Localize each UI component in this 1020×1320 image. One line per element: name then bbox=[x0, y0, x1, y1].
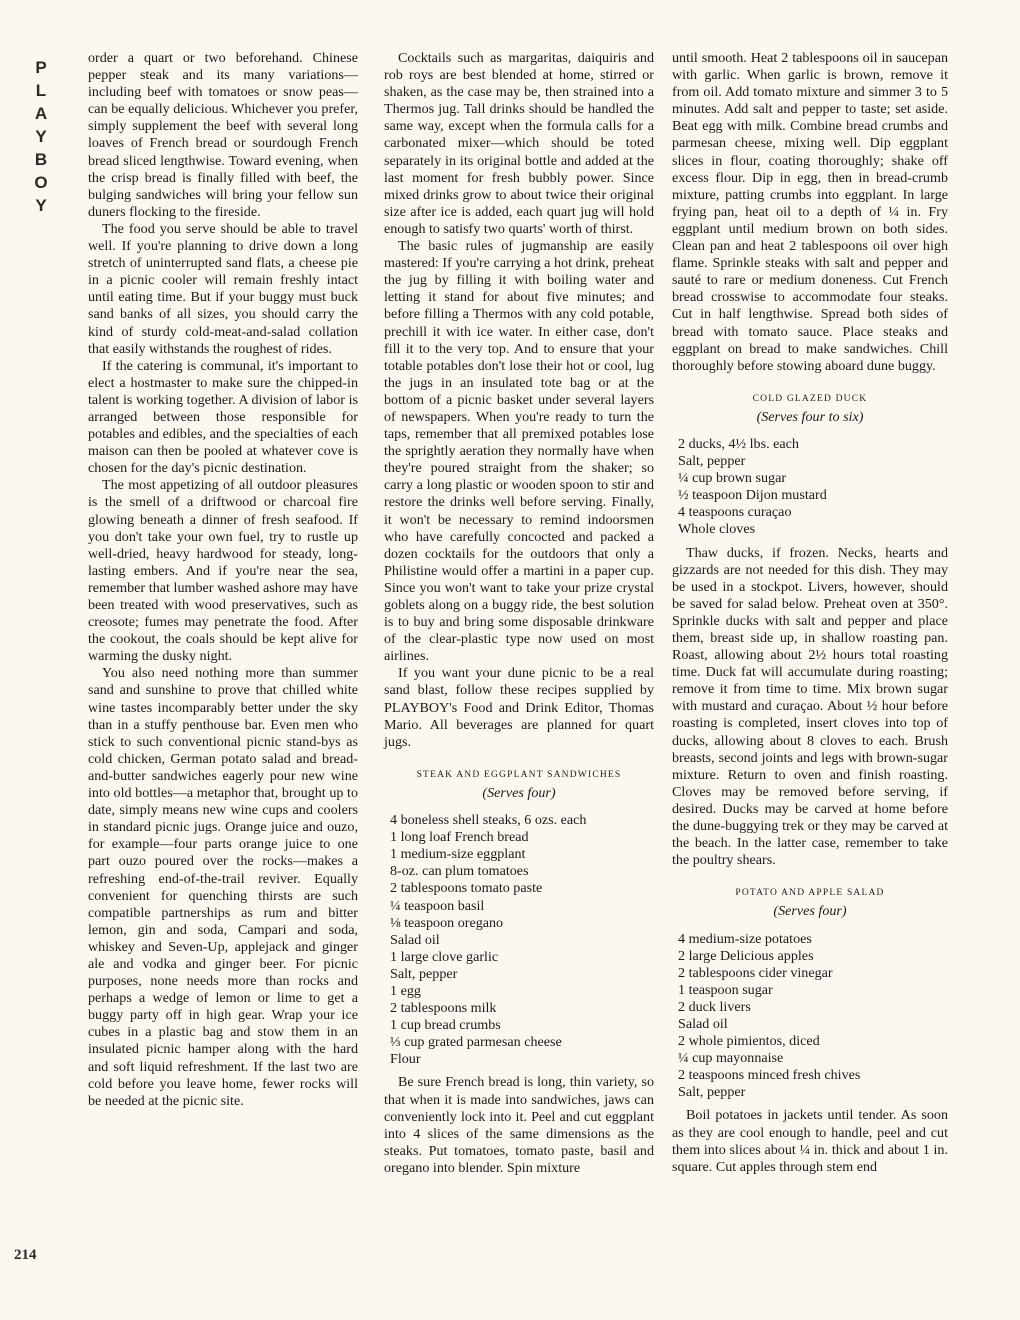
runner-letter: O bbox=[34, 173, 48, 192]
column-3 bbox=[672, 50, 948, 1176]
paragraph: Cocktails such as margaritas, daiquiris and rob roys are best blended at home, stirred or shaken, as the case may be, then strained into a Thermos jug. Tall drinks should be handled the same way, except when the formula calls for a carbonated mixer—which should be toted separately in its original bottle and added at the last moment for fresh bubbly power. Since mixed drinks grow to about twice their original size after ice is added, each quart jug will hold enough to satisfy two quarts' worth of thirst. bbox=[384, 50, 654, 237]
ingredient: ¼ teaspoon basil bbox=[390, 897, 485, 914]
ingredient: 2 tablespoons tomato paste bbox=[390, 880, 543, 897]
paragraph: The basic rules of jugmanship are easily mastered: If you're carrying a hot drink, preheat the jug by filling it with boiling water and letting it stand for about five minutes; and before filling a Thermos with any cold potable, prechill it with ice water. In either case, don't fill it to the very top. And to ensure that your totable potables don't lose their hot or cool, lug the jugs in an insulated tote bag or at the bottom of a picnic basket under several layers of newspapers. When you're ready to turn the taps, remember that all premixed potables lose the sprightly aeration they normally have when they're poured straight from the shaker; so carry a long plastic or wooden spoon to stir and restore the drinks well before serving. Finally, it won't be necessary to remind indoorsmen who have carefully concocted and packed a dozen cocktails for the outdoors that only a Philistine would offer a martini in a paper cup. Since you won't want to take your prize crystal goblets along on a buggy ride, the best solution is to buy and bring some disposable drinkware of the clear-plastic type now used on most airlines. bbox=[384, 238, 654, 665]
ingredient: Flour bbox=[390, 1051, 421, 1068]
ingredient: ¼ cup mayonnaise bbox=[678, 1050, 784, 1067]
ingredient: 1 medium-size eggplant bbox=[390, 846, 526, 863]
ingredient: 2 ducks, 4½ lbs. each bbox=[678, 435, 799, 452]
ingredient: 2 whole pimientos, diced bbox=[678, 1033, 820, 1050]
ingredient-list bbox=[390, 812, 654, 1068]
recipe-serves: (Serves four to six) bbox=[756, 408, 864, 425]
page-number: 214 bbox=[14, 1247, 37, 1263]
runner-letter: Y bbox=[35, 127, 47, 146]
column-2 bbox=[384, 50, 654, 1177]
ingredient: 2 duck livers bbox=[678, 998, 751, 1015]
ingredient-list bbox=[678, 931, 948, 1102]
ingredient: Salt, pepper bbox=[678, 453, 746, 470]
paragraph: You also need nothing more than summer sand and sunshine to prove that chilled white wine tastes incomparably better under the sky than in a stuffy penthouse bar. Even men who stick to such conventional picnic stand-bys as cold chicken, German potato salad and bread-and-butter sandwiches eagerly pour new wine into old bottles—a metaphor that, brought up to date, simply means new wine cups and coolers in standard picnic jugs. Orange juice and ouzo, for example—four parts orange juice to one part ouzo poured over the rocks—makes a refreshing end-of-the-trail reviver. Equally convenient for quenching thirsts are such compatible partnerships as rum and bitter lemon, gin and soda, Campari and soda, whiskey and Seven-Up, applejack and ginger ale and vodka and ginger beer. For picnic purposes, none needs more than rocks and perhaps a wedge of lemon or lime to get a buggy party off in high gear. Wrap your ice cubes in a plastic bag and stow them in an insulated picnic hamper along with the hard and soft liquid refreshment. If the last two are cold before you leave home, fewer rocks will be needed at the picnic site. bbox=[88, 665, 358, 1109]
recipe-serves: (Serves four) bbox=[482, 784, 556, 801]
ingredient: 4 medium-size potatoes bbox=[678, 930, 812, 947]
ingredient: Salad oil bbox=[678, 1015, 728, 1032]
paragraph: If you want your dune picnic to be a real sand blast, follow these recipes supplied by PLAYBOY's Food and Drink Editor, Thomas Mario. All beverages are planned for quart jugs. bbox=[384, 665, 654, 750]
ingredient: ⅛ teaspoon oregano bbox=[390, 914, 504, 931]
ingredient: 2 tablespoons cider vinegar bbox=[678, 964, 833, 981]
ingredient: 2 large Delicious apples bbox=[678, 947, 814, 964]
ingredient: ½ teaspoon Dijon mustard bbox=[678, 487, 827, 504]
ingredient-list bbox=[678, 436, 948, 539]
ingredient: 2 tablespoons milk bbox=[390, 1000, 497, 1017]
ingredient: ⅓ cup grated parmesan cheese bbox=[390, 1034, 562, 1051]
recipe-method-continued: until smooth. Heat 2 tablespoons oil in saucepan with garlic. When garlic is brown, remove it from oil. Add tomato mixture and simmer 3 to 5 minutes. Add salt and pepper to taste; set aside. Beat egg with milk. Combine bread crumbs and parmesan cheese, mixing well. Dip eggplant slices in flour, coating thoroughly; shake off excess flour. Dip in egg, then in bread-crumb mixture, patting crumbs into eggplant. In large frying pan, heat oil to a depth of ¼ in. Fry eggplant until medium brown on both sides. Clean pan and heat 2 tablespoons oil over high flame. Sprinkle steaks with salt and pepper and sauté to rare or medium doneness. Cut French bread crosswise to accommodate four steaks. Cut in half lengthwise. Spread both sides of bread with tomato sauce. Place steaks and eggplant on bread to make sandwiches. Chill thoroughly before stowing aboard dune buggy. bbox=[672, 50, 948, 374]
ingredient: 2 teaspoons minced fresh chives bbox=[678, 1067, 861, 1084]
ingredient: 4 boneless shell steaks, 6 ozs. each bbox=[390, 812, 587, 829]
runner-letter: B bbox=[34, 150, 48, 169]
ingredient: 1 long loaf French bread bbox=[390, 829, 529, 846]
ingredient: 1 egg bbox=[390, 982, 421, 999]
recipe-method: Thaw ducks, if frozen. Necks, hearts and gizzards are not needed for this dish. They may be used in a stockpot. Livers, however, should be saved for salad below. Preheat oven at 350°. Sprinkle ducks with salt and pepper and place them, breast side up, in shallow roasting pan. Roast, allowing about 2½ hours total roasting time. Duck fat will accumulate during roasting; remove it from time to time. Mix brown sugar with mustard and curaçao. About ½ hour before roasting is completed, insert cloves into top of ducks, allowing about 8 cloves to each. Brush breasts, second joints and legs with brown-sugar mixture. Return to oven and finish roasting. Cloves may be removed before serving, if desired. Ducks may be carved at home before the dune-buggying trek or they may be carved at the beach. In the latter case, remember to take the poultry shears. bbox=[672, 544, 948, 869]
recipe-title: COLD GLAZED DUCK bbox=[752, 393, 868, 404]
ingredient: 8-oz. can plum tomatoes bbox=[390, 863, 529, 880]
ingredient: 1 cup bread crumbs bbox=[390, 1017, 501, 1034]
ingredient: 1 large clove garlic bbox=[390, 948, 499, 965]
ingredient: Salad oil bbox=[390, 931, 440, 948]
paragraph: The food you serve should be able to travel well. If you're planning to drive down a long stretch of uninterrupted sand flats, a cheese pie in a picnic cooler will remain freshly intact until eating time. But if your buggy must buck sand banks of all sizes, you should carry the kind of sturdy cold-meat-and-salad collation that easily withstands the roughest of rides. bbox=[88, 220, 358, 357]
ingredient: ¼ cup brown sugar bbox=[678, 470, 787, 487]
ingredient: Salt, pepper bbox=[678, 1084, 746, 1101]
column-1 bbox=[88, 50, 358, 1110]
recipe-serves: (Serves four) bbox=[773, 903, 847, 920]
ingredient: 1 teaspoon sugar bbox=[678, 981, 773, 998]
recipe-method: Be sure French bread is long, thin variety, so that when it is made into sandwiches, jaws can conveniently lock into it. Peel and cut eggplant into 4 slices of the same dimensions as the steaks. Put tomatoes, tomato paste, basil and oregano into blender. Spin mixture bbox=[384, 1074, 654, 1176]
runner-letter: P bbox=[35, 58, 47, 77]
ingredient: Whole cloves bbox=[678, 521, 756, 538]
runner-letter: A bbox=[34, 104, 48, 123]
runner-letter: Y bbox=[35, 196, 47, 215]
paragraph: order a quart or two beforehand. Chinese pepper steak and its many variations—including beef with tomatoes or snow peas—can be equally delicious. Whichever you prefer, simply supplement the beef with several long loaves of French bread or sourdough French bread sliced lengthwise. Toward evening, when the crisp bread is finally filled with beef, the bulging sandwiches will bring your fellow sun duners flocking to the fireside. bbox=[88, 50, 358, 220]
ingredient: 4 teaspoons curaçao bbox=[678, 504, 792, 521]
paragraph: The most appetizing of all outdoor pleasures is the smell of a driftwood or charcoal fire glowing beneath a dinner of fresh seafood. If you don't take your own fuel, try to rustle up well-dried, heavy hardwood for steady, long-lasting embers. And if you're near the sea, remember that lumber washed ashore may have been treated with wood preservatives, such as creosote; fumes may penetrate the food. After the cookout, the coals should be kept alive for warming the dusky night. bbox=[88, 477, 358, 665]
recipe-title: POTATO AND APPLE SALAD bbox=[735, 888, 885, 899]
recipe-title: STEAK AND EGGPLANT SANDWICHES bbox=[416, 769, 622, 780]
paragraph: If the catering is communal, it's important to elect a hostmaster to make sure the chipped-in talent is working together. A division of labor is arranged between those responsible for potables and edibles, and the specialties of each maison can then be pooled at whatever cove is chosen for the day's picnic destination. bbox=[88, 357, 358, 477]
recipe-method: Boil potatoes in jackets until tender. As soon as they are cool enough to handle, peel and cut them into slices about ¼ in. thick and about 1 in. square. Cut apples through stem end bbox=[672, 1107, 948, 1175]
runner-letter: L bbox=[35, 81, 47, 100]
ingredient: Salt, pepper bbox=[390, 965, 458, 982]
magazine-runner bbox=[26, 56, 56, 217]
